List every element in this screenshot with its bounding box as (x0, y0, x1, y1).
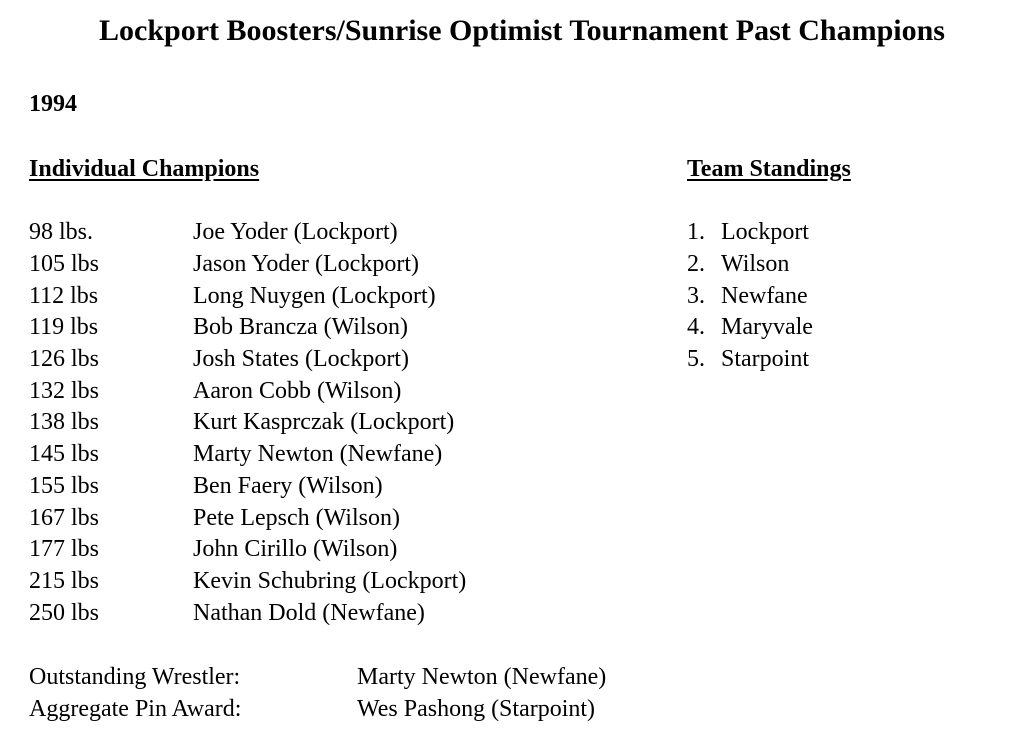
champion-name: Marty Newton (Newfane) (193, 441, 443, 468)
weight-class: 177 lbs (29, 536, 100, 563)
champion-name: Nathan Dold (Newfane) (193, 599, 425, 626)
team-rank: 2. (687, 251, 705, 278)
team-standings-list (687, 217, 813, 375)
award-value: Wes Pashong (Starpoint) (357, 695, 596, 722)
weight-class: 105 lbs (29, 251, 100, 278)
award-row (29, 661, 606, 693)
page-title: Lockport Boosters/Sunrise Optimist Tournament Past Champions (99, 14, 945, 47)
team-name: Wilson (721, 251, 790, 278)
champion-row (29, 566, 466, 598)
weight-class: 155 lbs (29, 472, 100, 499)
champion-row (29, 597, 466, 629)
team-row (687, 344, 813, 376)
awards-list (29, 661, 606, 725)
champion-row (29, 407, 466, 439)
award-row (29, 693, 606, 725)
team-rank: 3. (687, 282, 705, 309)
champion-row (29, 280, 466, 312)
weight-class: 112 lbs (29, 282, 99, 309)
champion-row (29, 217, 466, 249)
team-row (687, 312, 813, 344)
year-label: 1994 (29, 91, 77, 117)
champion-row (29, 534, 466, 566)
weight-class: 250 lbs (29, 599, 100, 626)
champion-name: Jason Yoder (Lockport) (193, 251, 419, 278)
champion-row (29, 375, 466, 407)
team-name: Lockport (721, 219, 809, 246)
team-name: Newfane (721, 282, 808, 309)
team-rank: 4. (687, 314, 705, 341)
champion-name: Joe Yoder (Lockport) (193, 219, 398, 246)
champion-name: Josh States (Lockport) (193, 346, 409, 373)
champion-name: Bob Brancza (Wilson) (193, 314, 408, 341)
weight-class: 98 lbs. (29, 219, 94, 246)
weight-class: 215 lbs (29, 567, 100, 594)
weight-class: 138 lbs (29, 409, 100, 436)
champion-name: Ben Faery (Wilson) (193, 472, 383, 499)
team-rank: 5. (687, 346, 705, 373)
team-row (687, 249, 813, 281)
individual-champions-list (29, 217, 466, 629)
champion-name: Pete Lepsch (Wilson) (193, 504, 400, 531)
team-name: Starpoint (721, 346, 809, 373)
individual-champions-heading: Individual Champions (29, 156, 260, 182)
champion-row (29, 249, 466, 281)
champion-name: John Cirillo (Wilson) (193, 536, 398, 563)
weight-class: 119 lbs (29, 314, 99, 341)
team-standings-heading: Team Standings (687, 156, 851, 182)
award-label: Aggregate Pin Award: (29, 695, 242, 722)
team-rank: 1. (687, 219, 705, 246)
champion-row (29, 312, 466, 344)
champion-name: Long Nuygen (Lockport) (193, 282, 436, 309)
champion-row (29, 344, 466, 376)
champion-row (29, 502, 466, 534)
champion-row (29, 439, 466, 471)
award-label: Outstanding Wrestler: (29, 663, 241, 690)
team-row (687, 217, 813, 249)
weight-class: 167 lbs (29, 504, 100, 531)
weight-class: 145 lbs (29, 441, 100, 468)
champion-name: Kevin Schubring (Lockport) (193, 567, 467, 594)
weight-class: 132 lbs (29, 377, 100, 404)
champion-name: Aaron Cobb (Wilson) (193, 377, 402, 404)
champion-row (29, 471, 466, 503)
champion-name: Kurt Kasprczak (Lockport) (193, 409, 455, 436)
award-value: Marty Newton (Newfane) (357, 663, 607, 690)
team-name: Maryvale (721, 314, 813, 341)
team-row (687, 280, 813, 312)
weight-class: 126 lbs (29, 346, 100, 373)
